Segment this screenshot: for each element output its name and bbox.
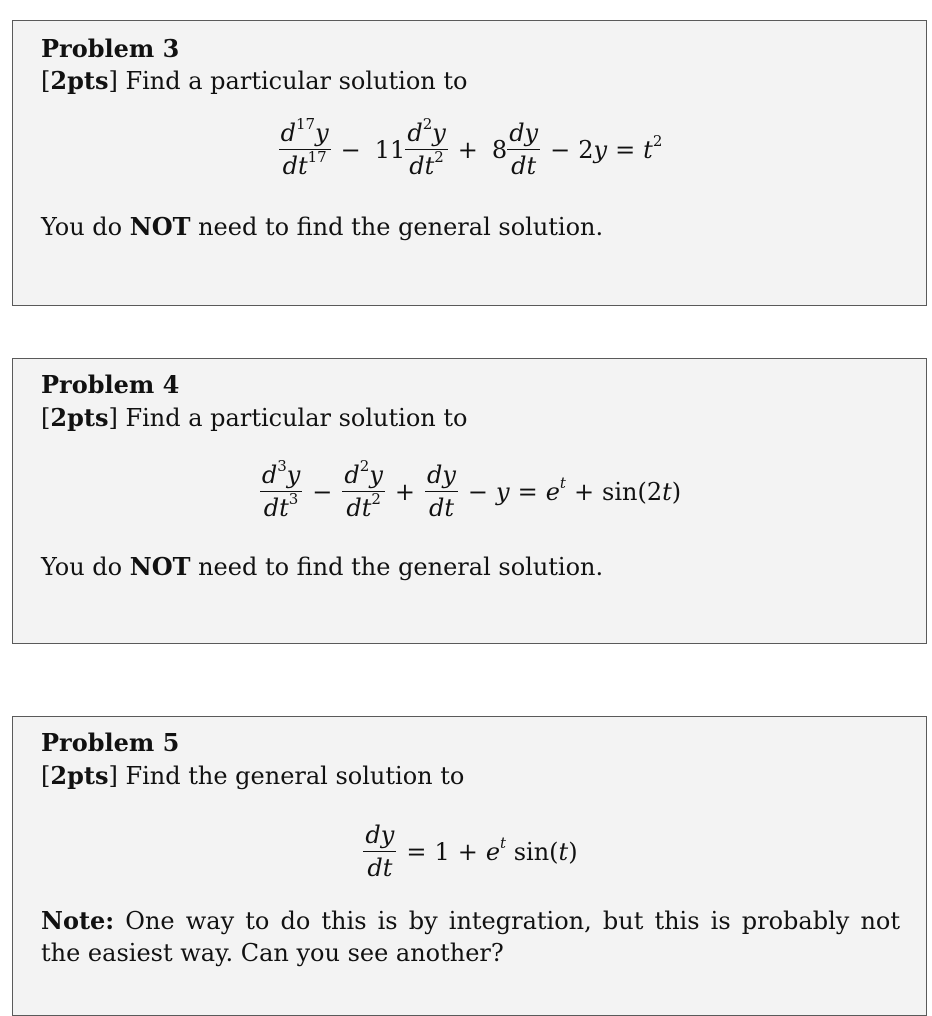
problem-note (41, 905, 900, 969)
prompt-text: Find a particular solution to (125, 404, 468, 432)
fraction: $\frac{dy}{dt}$ (427, 461, 456, 522)
points-label: 2pts (50, 403, 109, 432)
problem-prompt: [2pts] Find a particular solution to (41, 66, 468, 95)
problem-title: Problem 5 (41, 728, 180, 757)
problem-4-box (12, 358, 927, 644)
prompt-text: Find a particular solution to (125, 67, 468, 95)
points-label: 2pts (50, 761, 109, 790)
problem-5-box (12, 716, 927, 1016)
problem-title: Problem 3 (41, 34, 180, 63)
fraction: $\frac{d^{17}y}{dt^{17}}$ (280, 115, 329, 180)
equation-p3: $\frac{d^{17}y}{dt^{17}}$ − 11 $\frac{d^2y}{dt^2}$ + 8 $\frac{dy}{dt}$ − $2y = t^2$ (280, 115, 663, 180)
problem-3-box (12, 20, 927, 306)
problem-prompt: [2pts] Find a particular solution to (41, 403, 468, 432)
prompt-text: Find the general solution to (125, 762, 465, 790)
note-text: One way to do this is by integration, but this is probably not the easiest way. Can you see another? (41, 907, 900, 967)
fraction: $\frac{d^2y}{dt^2}$ (407, 115, 446, 180)
problem-note: You do NOT need to find the general solution. (41, 552, 604, 581)
equation-p5: $\frac{dy}{dt}$ = $1 + e^t$ sin(t) (365, 821, 578, 882)
fraction: $\frac{d^3y}{dt^3}$ (261, 457, 301, 522)
fraction: $\frac{d^2y}{dt^2}$ (344, 457, 383, 522)
problem-title: Problem 4 (41, 370, 180, 399)
fraction: $\frac{dy}{dt}$ (365, 821, 395, 882)
note-label: Note: (41, 906, 115, 935)
equation-p4: $\frac{d^3y}{dt^3}$ − $\frac{d^2y}{dt^2}$ + $\frac{dy}{dt}$ − $y = e^t + \sin(2t)$ (261, 457, 682, 522)
points-label: 2pts (50, 66, 109, 95)
problem-note: You do NOT need to find the general solution. (41, 212, 604, 241)
fraction: $\frac{dy}{dt}$ (509, 119, 539, 180)
problem-prompt: [2pts] Find the general solution to (41, 761, 465, 790)
